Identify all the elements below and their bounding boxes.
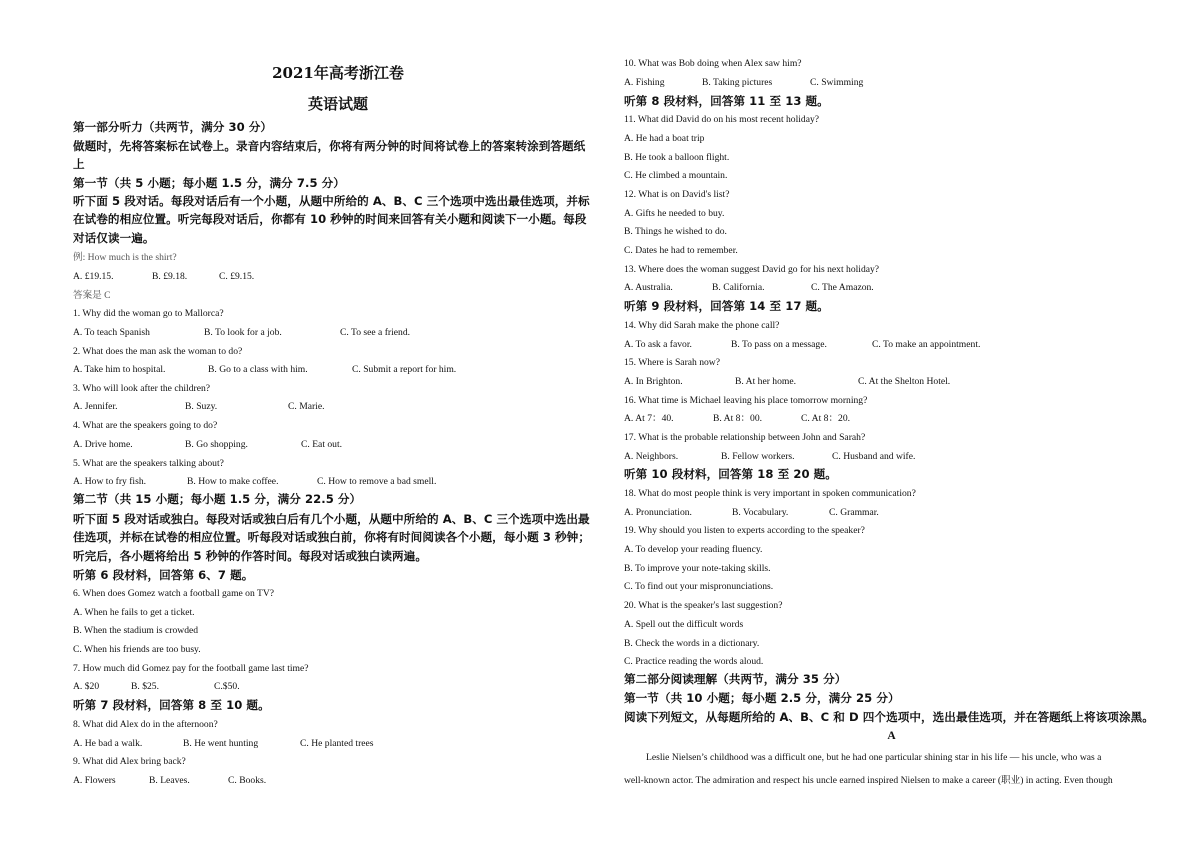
part2-section1-instruction: 阅读下列短文，从每题所给的 A、B、C 和 D 四个选项中，选出最佳选项，并在答题纸上将该项涂黑。 (624, 710, 1154, 724)
option: A. $20 (73, 681, 100, 692)
option: A. Take him to hospital. (73, 364, 166, 375)
option: C. Eat out. (301, 439, 343, 450)
question-12-option-b: B. Things he wished to do. (624, 226, 727, 237)
question-3: 3. Who will look after the children? (73, 383, 211, 394)
material-6-heading: 听第 6 段材料，回答第 6、7 题。 (73, 568, 254, 582)
option: A. To ask a favor. (624, 339, 692, 350)
question-6-option-b: B. When the stadium is crowded (73, 625, 199, 636)
option: C. Swimming (810, 77, 864, 88)
question-12-option-a: A. Gifts he needed to buy. (624, 208, 725, 219)
option: A. To teach Spanish (73, 327, 150, 338)
option: C. He planted trees (300, 738, 374, 749)
option: A. In Brighton. (624, 376, 683, 387)
question-19: 19. Why should you listen to experts according to the speaker? (624, 525, 865, 536)
option: B. At 8：00. (713, 413, 763, 424)
passage-label: A (887, 730, 896, 742)
question-20: 20. What is the speaker's last suggestion? (624, 600, 783, 611)
option: A. At 7：40. (624, 413, 674, 424)
option: C. Marie. (288, 401, 325, 412)
material-8-heading: 听第 8 段材料，回答第 11 至 13 题。 (624, 94, 829, 108)
question-1: 1. Why did the woman go to Mallorca? (73, 308, 224, 319)
option: B. Fellow workers. (721, 451, 795, 462)
option: B. Vocabulary. (732, 507, 789, 518)
question-2: 2. What does the man ask the woman to do? (73, 346, 243, 357)
material-9-heading: 听第 9 段材料，回答第 14 至 17 题。 (624, 299, 829, 313)
option: C. At 8：20. (801, 413, 851, 424)
option: A. He bad a walk. (73, 738, 143, 749)
part1-instruction-line: 上 (73, 157, 85, 171)
section1-instruction-line: 对话仅读一遍。 (73, 231, 155, 245)
question-20-option-c: C. Practice reading the words aloud. (624, 656, 764, 667)
question-11-option-c: C. He climbed a mountain. (624, 170, 728, 181)
section2-instruction-line: 听下面 5 段对话或独白。每段对话或独白后有几个小题，从题中所给的 A、B、C 三个选项中选出最 (73, 512, 590, 526)
question-10: 10. What was Bob doing when Alex saw him? (624, 58, 802, 69)
option: B. £9.18. (152, 271, 188, 282)
question-19-option-b: B. To improve your note-taking skills. (624, 563, 771, 574)
part2-heading: 第二部分阅读理解（共两节，满分 35 分） (624, 672, 847, 686)
question-13: 13. Where does the woman suggest David go for his next holiday? (624, 264, 880, 275)
option: C. Submit a report for him. (352, 364, 457, 375)
option: B. To pass on a message. (731, 339, 827, 350)
section2-instruction-line: 佳选项，并标在试卷的相应位置。听每段对话或独白前，你将有时间阅读各个小题，每小题 3 秒钟； (73, 530, 590, 544)
part2-section1-heading: 第一节（共 10 小题；每小题 2.5 分，满分 25 分） (624, 691, 900, 705)
option: A. How to fry fish. (73, 476, 147, 487)
option: C. The Amazon. (811, 282, 874, 293)
section1-heading: 第一节（共 5 小题；每小题 1.5 分，满分 7.5 分） (73, 176, 345, 190)
option: B. Go to a class with him. (208, 364, 308, 375)
question-11: 11. What did David do on his most recent holiday? (624, 114, 820, 125)
option: A. Drive home. (73, 439, 133, 450)
option: B. To look for a job. (204, 327, 282, 338)
option: B. Leaves. (149, 775, 190, 786)
exam-subtitle: 英语试题 (307, 95, 368, 113)
part1-heading: 第一部分听力（共两节，满分 30 分） (73, 120, 273, 134)
question-7: 7. How much did Gomez pay for the football game last time? (73, 663, 309, 674)
question-14: 14. Why did Sarah make the phone call? (624, 320, 780, 331)
option: A. Jennifer. (73, 401, 118, 412)
question-8: 8. What did Alex do in the afternoon? (73, 719, 218, 730)
question-16: 16. What time is Michael leaving his place tomorrow morning? (624, 395, 868, 406)
question-20-option-b: B. Check the words in a dictionary. (624, 638, 760, 649)
option: A. Australia. (624, 282, 673, 293)
option: A. Fishing (624, 77, 665, 88)
option: B. California. (712, 282, 765, 293)
passage-line: well-known actor. The admiration and respect his uncle earned inspired Nielsen to make a career (职业) in acting. Even though (624, 775, 1113, 786)
question-19-option-c: C. To find out your mispronunciations. (624, 581, 774, 592)
option: A. Pronunciation. (624, 507, 692, 518)
option: B. How to make coffee. (187, 476, 279, 487)
option: C. Books. (228, 775, 267, 786)
section1-instruction-line: 听下面 5 段对话。每段对话后有一个小题，从题中所给的 A、B、C 三个选项中选出最佳选项，并标 (73, 194, 590, 208)
option: A. Neighbors. (624, 451, 679, 462)
material-10-heading: 听第 10 段材料，回答第 18 至 20 题。 (624, 467, 837, 481)
section2-heading: 第二节（共 15 小题；每小题 1.5 分，满分 22.5 分） (73, 492, 362, 506)
option: A. Flowers (73, 775, 116, 786)
option: A. £19.15. (73, 271, 114, 282)
question-4: 4. What are the speakers going to do? (73, 420, 218, 431)
option: C. £9.15. (219, 271, 255, 282)
option: C. At the Shelton Hotel. (858, 376, 951, 387)
question-5: 5. What are the speakers talking about? (73, 458, 224, 469)
question-12: 12. What is on David's list? (624, 189, 730, 200)
option: B. Go shopping. (185, 439, 248, 450)
question-19-option-a: A. To develop your reading fluency. (624, 544, 763, 555)
option: C. To see a friend. (340, 327, 411, 338)
question-11-option-a: A. He had a boat trip (624, 133, 705, 144)
option: C. Grammar. (829, 507, 879, 518)
exam-title: 2021年高考浙江卷 (272, 64, 404, 82)
question-9: 9. What did Alex bring back? (73, 756, 186, 767)
section2-instruction-line: 听完后，各小题将给出 5 秒钟的作答时间。每段对话或独白读两遍。 (73, 549, 427, 563)
question-15: 15. Where is Sarah now? (624, 357, 720, 368)
option: B. $25. (131, 681, 159, 692)
question-17: 17. What is the probable relationship between John and Sarah? (624, 432, 866, 443)
part1-instruction-line: 做题时，先将答案标在试卷上。录音内容结束后，你将有两分钟的时间将试卷上的答案转涂到答题纸 (73, 139, 586, 153)
question-6-option-a: A. When he fails to get a ticket. (73, 607, 195, 618)
question-11-option-b: B. He took a balloon flight. (624, 152, 730, 163)
question-20-option-a: A. Spell out the difficult words (624, 619, 744, 630)
option: B. At her home. (735, 376, 797, 387)
example-question: 例: How much is the shirt? (73, 252, 177, 263)
option: C.$50. (214, 681, 240, 692)
material-7-heading: 听第 7 段材料，回答第 8 至 10 题。 (73, 698, 270, 712)
option: C. To make an appointment. (872, 339, 981, 350)
section1-instruction-line: 在试卷的相应位置。听完每段对话后，你都有 10 秒钟的时间来回答有关小题和阅读下一小题。每段 (73, 212, 587, 226)
question-6: 6. When does Gomez watch a football game on TV? (73, 588, 275, 599)
question-6-option-c: C. When his friends are too busy. (73, 644, 201, 655)
passage-line: Leslie Nielsen’s childhood was a difficult one, but he had one particular shining star in his life — his uncle, who was a (646, 752, 1102, 763)
option: C. Husband and wife. (832, 451, 916, 462)
option: B. Taking pictures (702, 77, 773, 88)
example-answer: 答案是 C (73, 290, 111, 301)
option: C. How to remove a bad smell. (317, 476, 437, 487)
option: B. He went hunting (183, 738, 259, 749)
option: B. Suzy. (185, 401, 218, 412)
question-18: 18. What do most people think is very important in spoken communication? (624, 488, 916, 499)
question-12-option-c: C. Dates he had to remember. (624, 245, 738, 256)
